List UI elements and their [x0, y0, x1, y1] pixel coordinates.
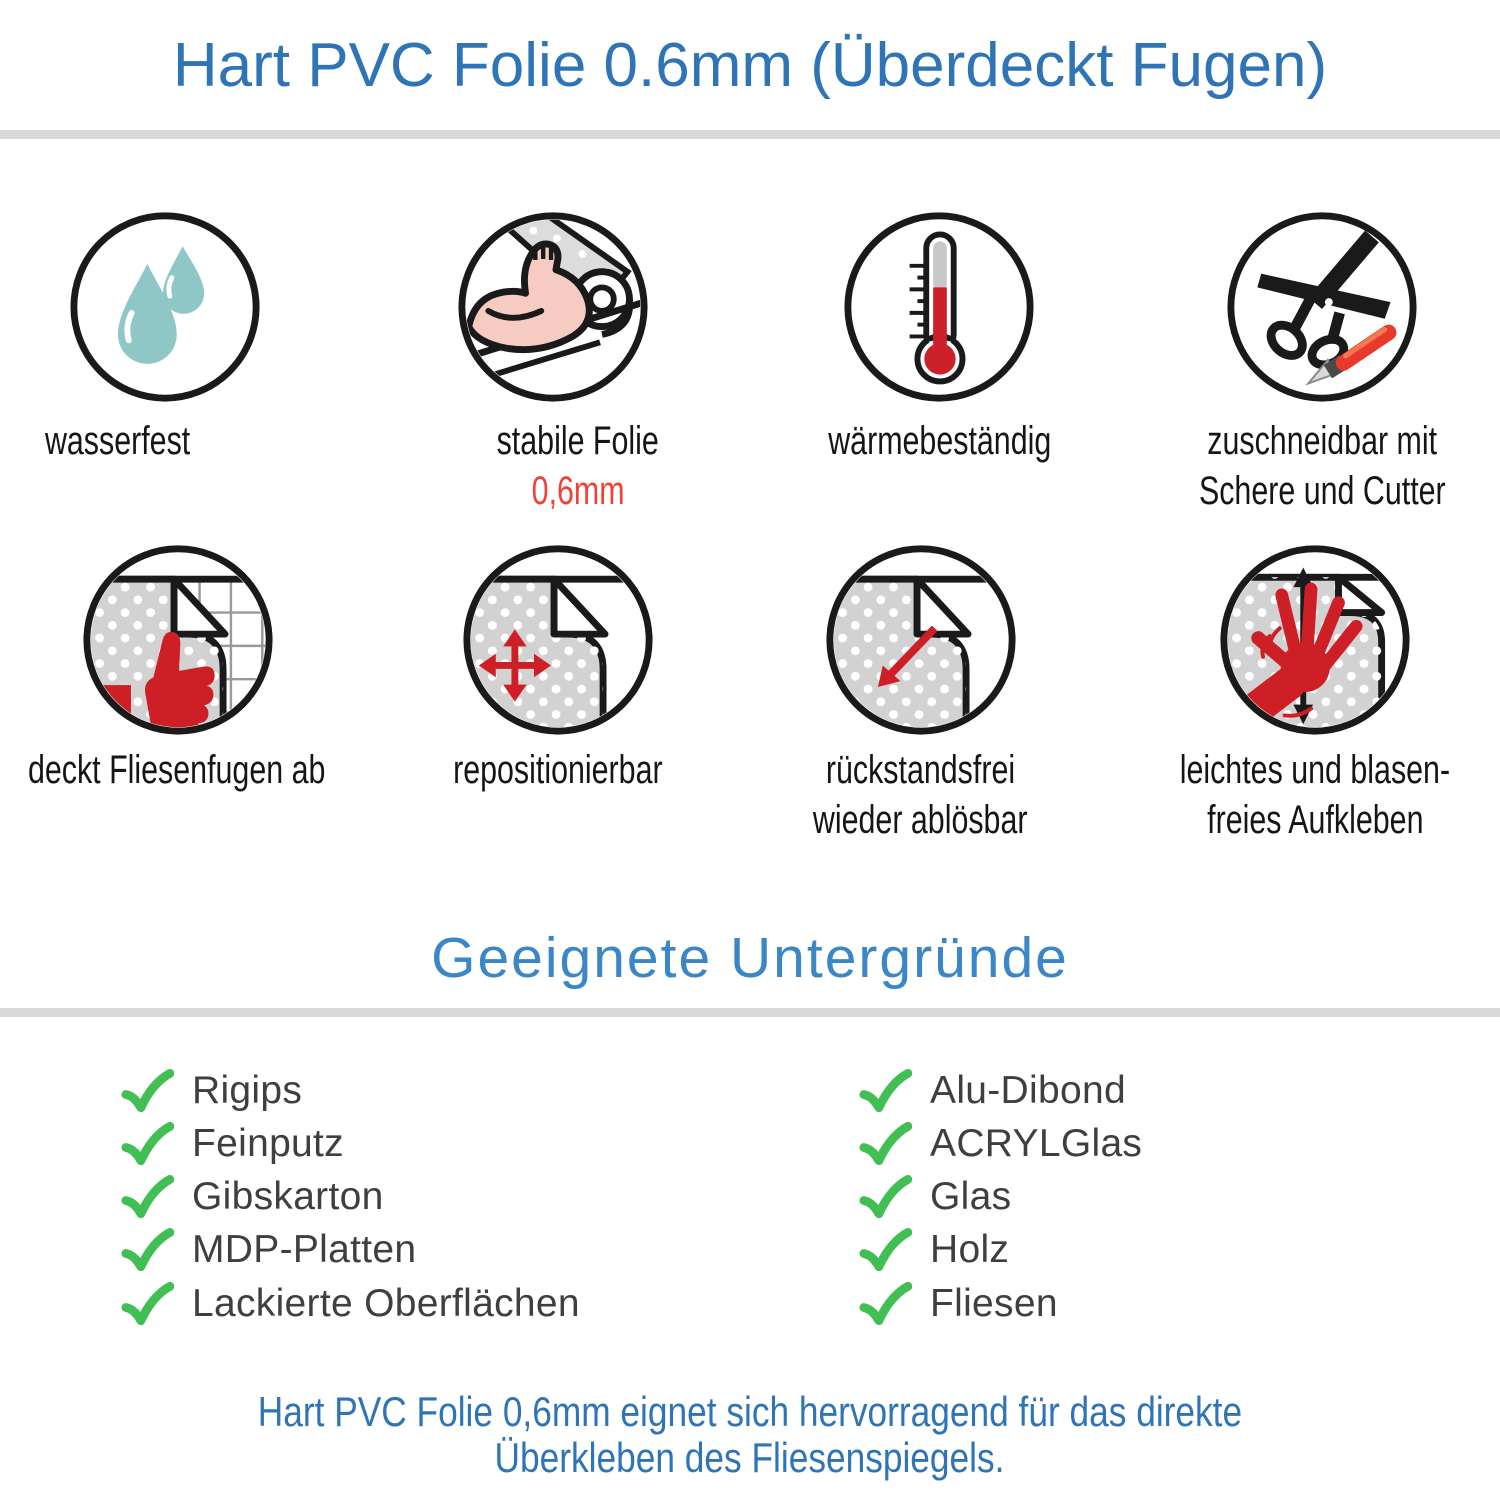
feature-caption-zuschneidbar: zuschneidbar mit Schere und Cutter	[1198, 419, 1446, 513]
footer-text-line1: Hart PVC Folie 0,6mm eignet sich hervorragend für das direkte	[257, 1388, 1243, 1435]
list-item	[858, 1280, 1058, 1328]
list-item-label: ACRYLGlas	[930, 1122, 1143, 1165]
check-icon	[120, 1122, 174, 1166]
list-item	[120, 1226, 416, 1274]
check-icon	[858, 1228, 912, 1272]
feature-caption-waermebestaendig: wärmebeständig	[828, 419, 1052, 463]
list-item	[120, 1173, 384, 1221]
divider-bar	[0, 1008, 1500, 1017]
list-item-label: Glas	[930, 1175, 1012, 1218]
list-item	[120, 1067, 302, 1115]
divider-bar	[0, 130, 1500, 139]
check-icon	[120, 1069, 174, 1113]
footer-text-line2: Überkleben des Fliesenspiegels.	[495, 1434, 1005, 1481]
feature-caption-repositionierbar: repositionierbar	[453, 748, 663, 792]
list-item	[858, 1067, 1126, 1115]
section-title: Geeignete Untergründe	[431, 926, 1069, 990]
smoothing-hand-foil-icon	[1217, 542, 1413, 738]
feature-caption-wasserfest: wasserfest	[45, 419, 191, 463]
list-item-label: MDP-Platten	[192, 1228, 417, 1271]
check-icon	[858, 1175, 912, 1219]
thermometer-icon	[841, 209, 1037, 405]
feature-caption-fliesenfugen: deckt Fliesenfugen ab	[28, 748, 326, 792]
flexed-arm-foil-icon	[455, 209, 651, 405]
check-icon	[120, 1282, 174, 1326]
tile-thumbs-up-icon	[80, 542, 276, 738]
check-icon	[858, 1282, 912, 1326]
page-title: Hart PVC Folie 0.6mm (Überdeckt Fugen)	[172, 31, 1328, 100]
list-item	[858, 1120, 1142, 1168]
peel-arrow-foil-icon	[823, 542, 1019, 738]
list-item	[858, 1173, 1011, 1221]
check-icon	[858, 1069, 912, 1113]
list-item-label: Fliesen	[930, 1282, 1058, 1325]
list-item-label: Feinputz	[192, 1122, 344, 1165]
list-item-label: Gibskarton	[192, 1175, 384, 1218]
list-item-label: Holz	[930, 1228, 1010, 1271]
feature-caption-rueckstandsfrei: rückstandsfrei wieder ablösbar	[812, 748, 1028, 842]
move-arrows-foil-icon	[460, 542, 656, 738]
feature-caption-stabile-folie: stabile Folie 0,6mm	[338, 416, 818, 516]
list-item-label: Alu-Dibond	[930, 1069, 1126, 1112]
feature-caption-aufkleben: leichtes und blasen- freies Aufkleben	[1179, 748, 1451, 842]
list-item	[120, 1280, 580, 1328]
check-icon	[120, 1228, 174, 1272]
check-icon	[858, 1122, 912, 1166]
list-item-label: Rigips	[192, 1069, 303, 1112]
list-item	[120, 1120, 344, 1168]
thickness-label: 0,6mm	[531, 469, 625, 513]
scissors-cutter-icon	[1224, 209, 1420, 405]
list-item-label: Lackierte Oberflächen	[192, 1282, 580, 1325]
water-drops-icon	[67, 209, 263, 405]
list-item	[858, 1226, 1009, 1274]
check-icon	[120, 1175, 174, 1219]
